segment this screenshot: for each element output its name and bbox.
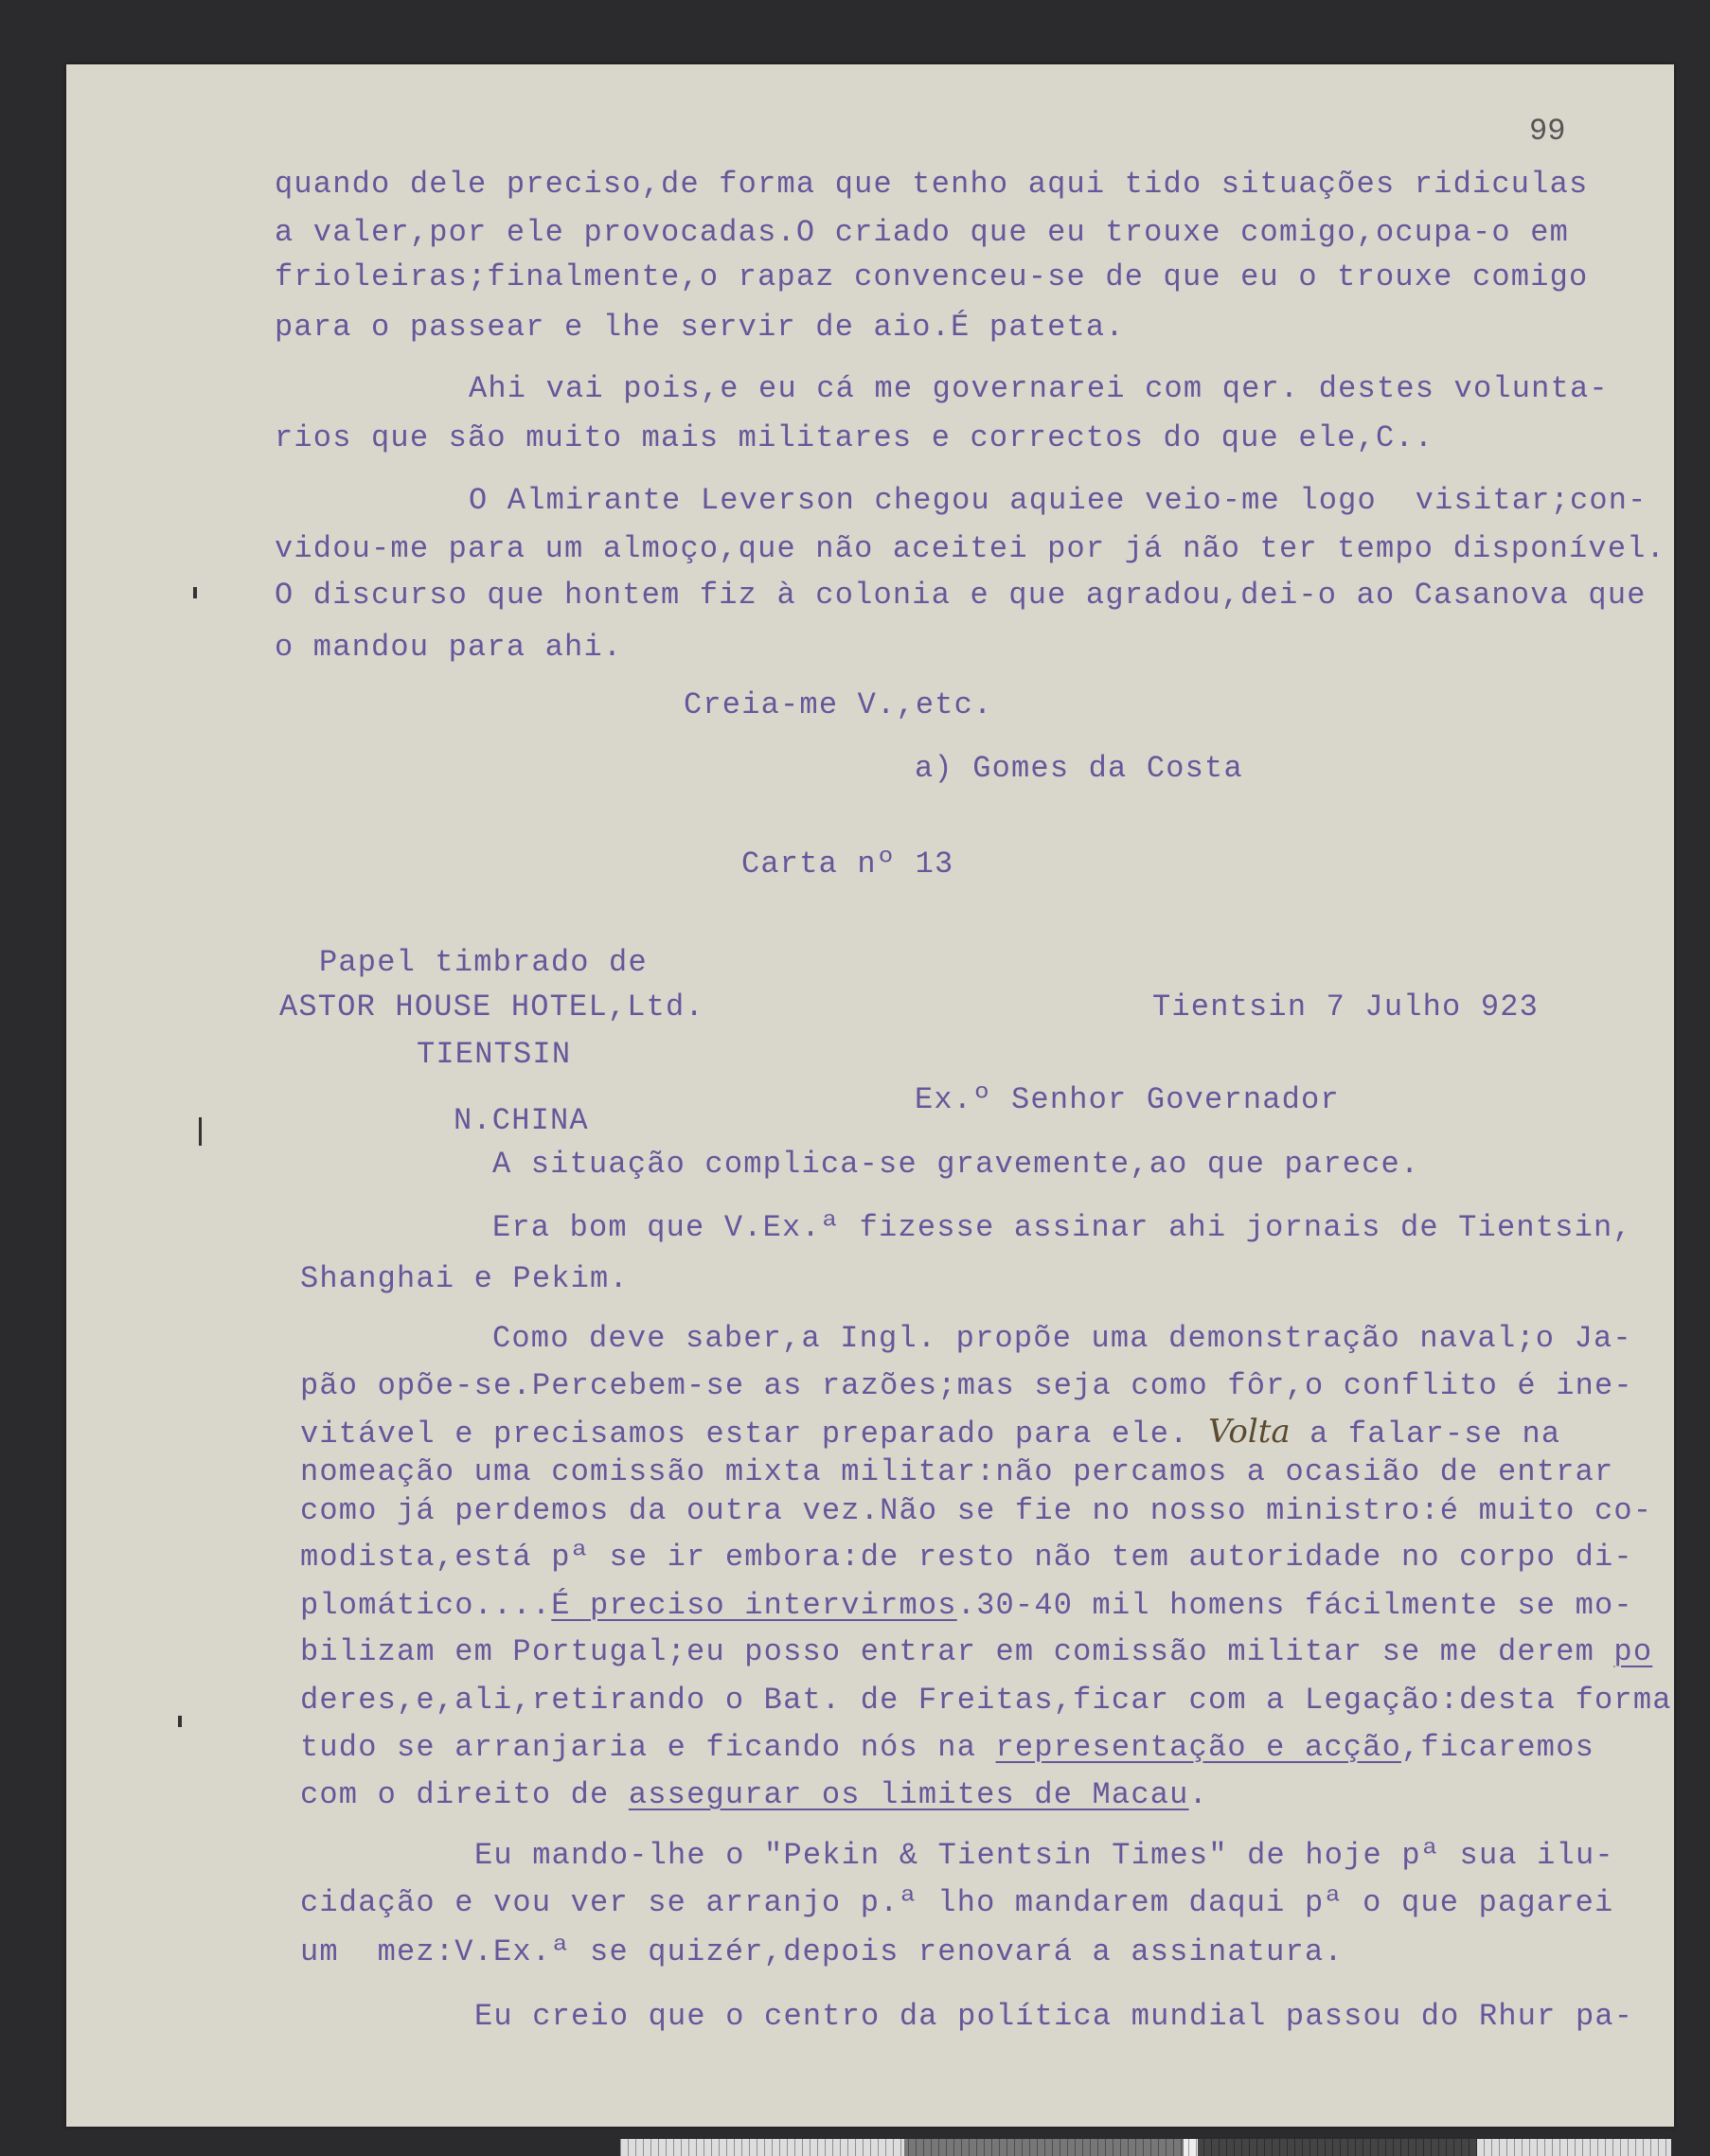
text-line — [300, 1539, 1633, 1577]
text-segment: com o direito de — [300, 1777, 629, 1812]
text-segment: um mez:V.Ex.ª se quizér,depois renovará a assinatura. — [300, 1934, 1344, 1969]
text-line — [454, 1102, 589, 1140]
text-segment: vitável e precisamos estar preparado para ele. — [300, 1417, 1208, 1452]
text-segment: Ex.º Senhor Governador — [915, 1082, 1340, 1117]
scale-ruler — [620, 2139, 1671, 2156]
text-segment: frioleiras;finalmente,o rapaz convenceu-se de que eu o trouxe comigo — [275, 259, 1589, 294]
text-line — [300, 1633, 1652, 1671]
text-segment: modista,está pª se ir embora:de resto não tem autoridade no corpo di- — [300, 1540, 1633, 1575]
text-line — [474, 1998, 1633, 2036]
text-segment: O Almirante Leverson chegou aquiee veio-me logo visitar;con- — [469, 483, 1648, 518]
text-segment: Shanghai e Pekim. — [300, 1261, 629, 1296]
underlined-text: É preciso intervirmos — [551, 1588, 957, 1623]
text-line — [915, 750, 1243, 788]
text-segment: A situação complica-se gravemente,ao que parece. — [492, 1147, 1420, 1182]
text-line — [300, 1453, 1613, 1491]
text-line — [275, 629, 622, 667]
page-number: 99 — [1529, 114, 1566, 149]
text-segment: Carta nº 13 — [741, 846, 954, 882]
text-segment: pão opõe-se.Percebem-se as razões;mas seja como fôr,o conflito é ine- — [300, 1368, 1633, 1403]
text-line — [300, 1260, 629, 1298]
text-segment: plomático.... — [300, 1588, 552, 1623]
text-segment: vidou-me para um almoço,que não aceitei por já não ter tempo disponível. — [275, 531, 1666, 566]
text-segment: ASTOR HOUSE HOTEL,Ltd. — [279, 989, 704, 1025]
text-segment: TIENTSIN — [417, 1037, 572, 1072]
text-segment: Papel timbrado de — [319, 945, 648, 980]
margin-mark — [178, 1716, 182, 1727]
text-line — [469, 370, 1609, 408]
text-segment: Era bom que V.Ex.ª fizesse assinar ahi jornais de Tientsin, — [492, 1210, 1632, 1245]
text-segment: deres,e,ali,retirando o Bat. de Freitas,ficar com a Legação:desta forma — [300, 1683, 1672, 1718]
text-segment: O discurso que hontem fiz à colonia e que agradou,dei-o ao Casanova que — [275, 578, 1647, 613]
text-line — [417, 1036, 571, 1074]
text-segment: Como deve saber,a Ingl. propõe uma demonstração naval;o Ja- — [492, 1321, 1632, 1356]
text-line — [469, 482, 1648, 520]
underlined-text: po — [1613, 1634, 1653, 1669]
text-line — [300, 1413, 1560, 1453]
handwritten-annotation: Volta — [1207, 1413, 1291, 1451]
margin-mark — [199, 1117, 202, 1146]
text-segment: N.CHINA — [454, 1103, 589, 1138]
text-line — [300, 1367, 1633, 1405]
text-segment: como já perdemos da outra vez.Não se fie no nosso ministro:é muito co- — [300, 1493, 1653, 1528]
text-segment: Tientsin 7 Julho 923 — [1152, 989, 1540, 1025]
text-line — [275, 309, 1125, 347]
text-segment: o mandou para ahi. — [275, 630, 623, 665]
text-line — [474, 1837, 1614, 1875]
text-line — [492, 1320, 1632, 1358]
text-segment: rios que são muito mais militares e correctos do que ele,C.. — [275, 420, 1434, 455]
text-segment: .30-40 mil homens fácilmente se mo- — [956, 1588, 1633, 1623]
text-line — [300, 1492, 1652, 1530]
text-segment: nomeação uma comissão mixta militar:não percamos a ocasião de entrar — [300, 1454, 1614, 1489]
text-line — [300, 1682, 1672, 1719]
text-line — [300, 1933, 1344, 1971]
text-segment: . — [1188, 1777, 1208, 1812]
text-segment: para o passear e lhe servir de aio.É pateta. — [275, 310, 1125, 345]
text-line — [300, 1776, 1208, 1814]
text-segment: quando dele preciso,de forma que tenho aqui tido situações ridiculas — [275, 167, 1589, 202]
text-line — [300, 1729, 1594, 1767]
text-line — [684, 686, 992, 724]
text-segment: Ahi vai pois,e eu cá me governarei com qer. destes volunta- — [469, 371, 1609, 406]
text-line — [275, 419, 1434, 457]
text-line — [300, 1587, 1633, 1625]
text-segment: cidação e vou ver se arranjo p.ª lho mandarem daqui pª o que pagarei — [300, 1885, 1614, 1920]
text-line — [300, 1884, 1613, 1922]
text-line — [275, 214, 1569, 252]
text-line — [492, 1146, 1419, 1184]
text-line — [1152, 989, 1539, 1026]
text-segment: Creia-me V.,etc. — [684, 687, 993, 722]
text-line — [915, 1081, 1340, 1119]
text-line — [275, 530, 1665, 568]
underlined-text: representação e acção — [995, 1730, 1401, 1765]
underlined-text: assegurar os limites de Macau — [628, 1777, 1189, 1812]
text-line — [319, 944, 648, 982]
text-segment: Eu creio que o centro da política mundial passou do Rhur pa- — [474, 1999, 1634, 2034]
text-line — [492, 1209, 1632, 1247]
text-line — [741, 846, 953, 883]
text-segment: bilizam em Portugal;eu posso entrar em comissão militar se me derem — [300, 1634, 1614, 1669]
text-segment: a valer,por ele provocadas.O criado que eu trouxe comigo,ocupa-o em — [275, 215, 1570, 250]
text-line — [275, 166, 1588, 204]
text-segment: tudo se arranjaria e ficando nós na — [300, 1730, 996, 1765]
text-segment: a falar-se na — [1290, 1417, 1561, 1452]
text-line — [275, 258, 1588, 296]
text-segment: a) Gomes da Costa — [915, 751, 1243, 786]
text-line — [279, 989, 704, 1026]
text-segment: ,ficaremos — [1400, 1730, 1595, 1765]
text-line — [275, 577, 1647, 615]
text-segment: Eu mando-lhe o "Pekin & Tientsin Times" de hoje pª sua ilu- — [474, 1838, 1614, 1873]
margin-mark — [193, 587, 197, 598]
